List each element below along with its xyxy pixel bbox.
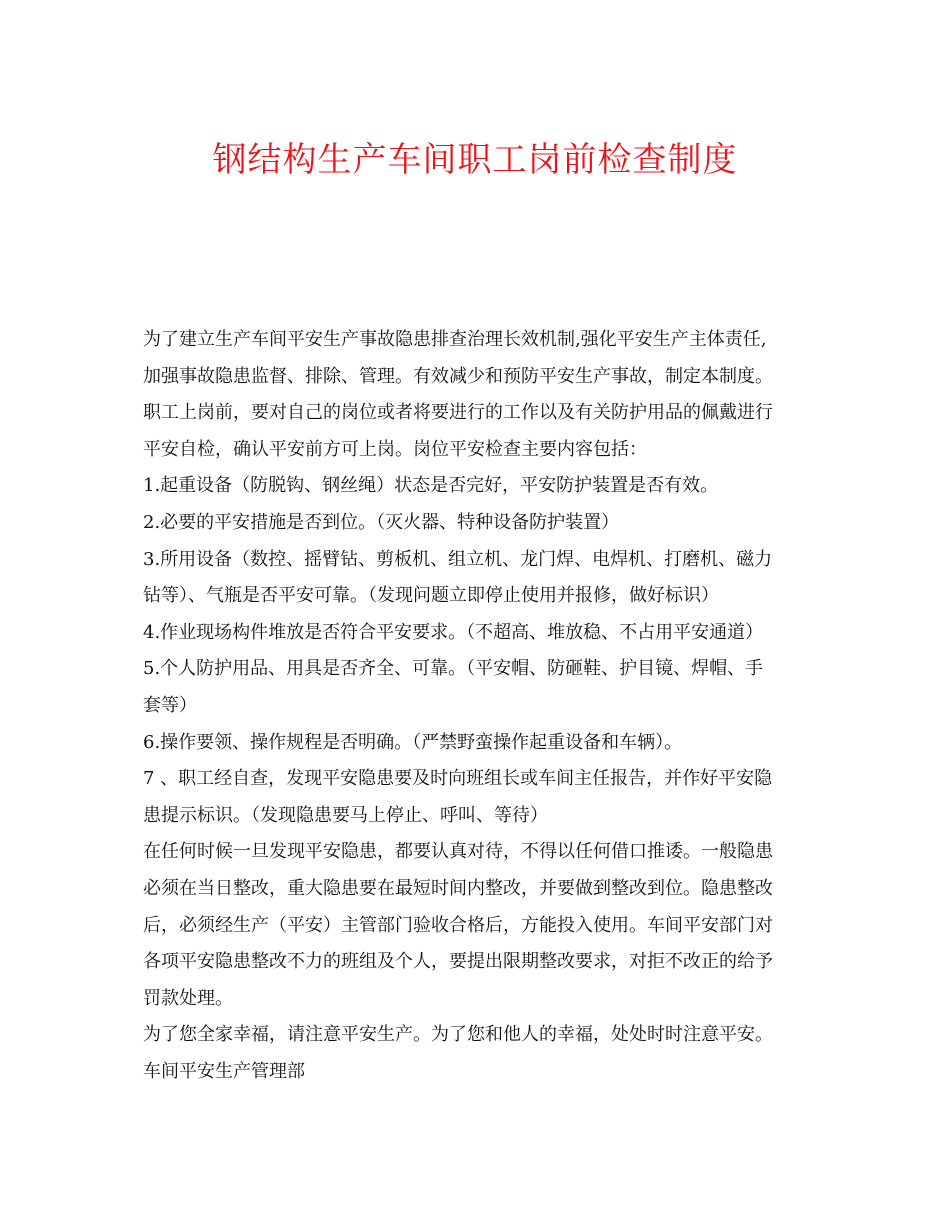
text-line: 套等） bbox=[143, 694, 197, 716]
text-line: 各项平安隐患整改不力的班组及个人，要提出限期整改要求，对拒不改正的给予 bbox=[143, 951, 773, 973]
text-line: 7 、职工经自查，发现平安隐患要及时向班组长或车间主任报告，并作好平安隐 bbox=[143, 768, 773, 790]
text-line: 职工上岗前，要对自己的岗位或者将要进行的工作以及有关防护用品的佩戴进行 bbox=[143, 402, 773, 424]
text-line: 后，必须经生产（平安）主管部门验收合格后，方能投入使用。车间平安部门对 bbox=[143, 914, 773, 936]
text-line: 在任何时候一旦发现平安隐患，都要认真对待，不得以任何借口推诿。一般隐患 bbox=[143, 841, 773, 863]
text-line: 2.必要的平安措施是否到位。（灭火器、特种设备防护装置） bbox=[143, 511, 620, 533]
text-line: 必须在当日整改，重大隐患要在最短时间内整改，并要做到整改到位。隐患整改 bbox=[143, 877, 773, 899]
text-line: 1.起重设备（防脱钩、钢丝绳）状态是否完好，平安防护装置是否有效。 bbox=[143, 475, 719, 497]
text-line: 钻等）、气瓶是否平安可靠。（发现问题立即停止使用并报修，做好标识） bbox=[143, 585, 719, 607]
text-line: 3.所用设备（数控、摇臂钻、剪板机、组立机、龙门焊、电焊机、打磨机、磁力 bbox=[143, 548, 773, 570]
text-line: 6.操作要领、操作规程是否明确。（严禁野蛮操作起重设备和车辆）。 bbox=[143, 731, 683, 753]
document-title: 钢结构生产车间职工岗前检查制度 bbox=[212, 140, 738, 180]
text-line: 平安自检，确认平安前方可上岗。岗位平安检查主要内容包括： bbox=[143, 438, 647, 460]
text-line: 4.作业现场构件堆放是否符合平安要求。（不超高、堆放稳、不占用平安通道） bbox=[143, 621, 764, 643]
text-line: 5.个人防护用品、用具是否齐全、可靠。（平安帽、防砸鞋、护目镜、焊帽、手 bbox=[143, 658, 764, 680]
text-line: 患提示标识。（发现隐患要马上停止、呼叫、等待） bbox=[143, 804, 548, 826]
text-line: 为了您全家幸福，请注意平安生产。为了您和他人的幸福，处处时时注意平安。 bbox=[143, 1024, 773, 1046]
signature-line: 车间平安生产管理部 bbox=[143, 1060, 305, 1082]
text-line: 为了建立生产车间平安生产事故隐患排查治理长效机制,强化平安生产主体责任, bbox=[143, 329, 767, 350]
text-line: 加强事故隐患监督、排除、管理。有效减少和预防平安生产事故，制定本制度。 bbox=[143, 365, 773, 387]
document-body bbox=[143, 322, 803, 1090]
text-line: 罚款处理。 bbox=[143, 987, 233, 1009]
